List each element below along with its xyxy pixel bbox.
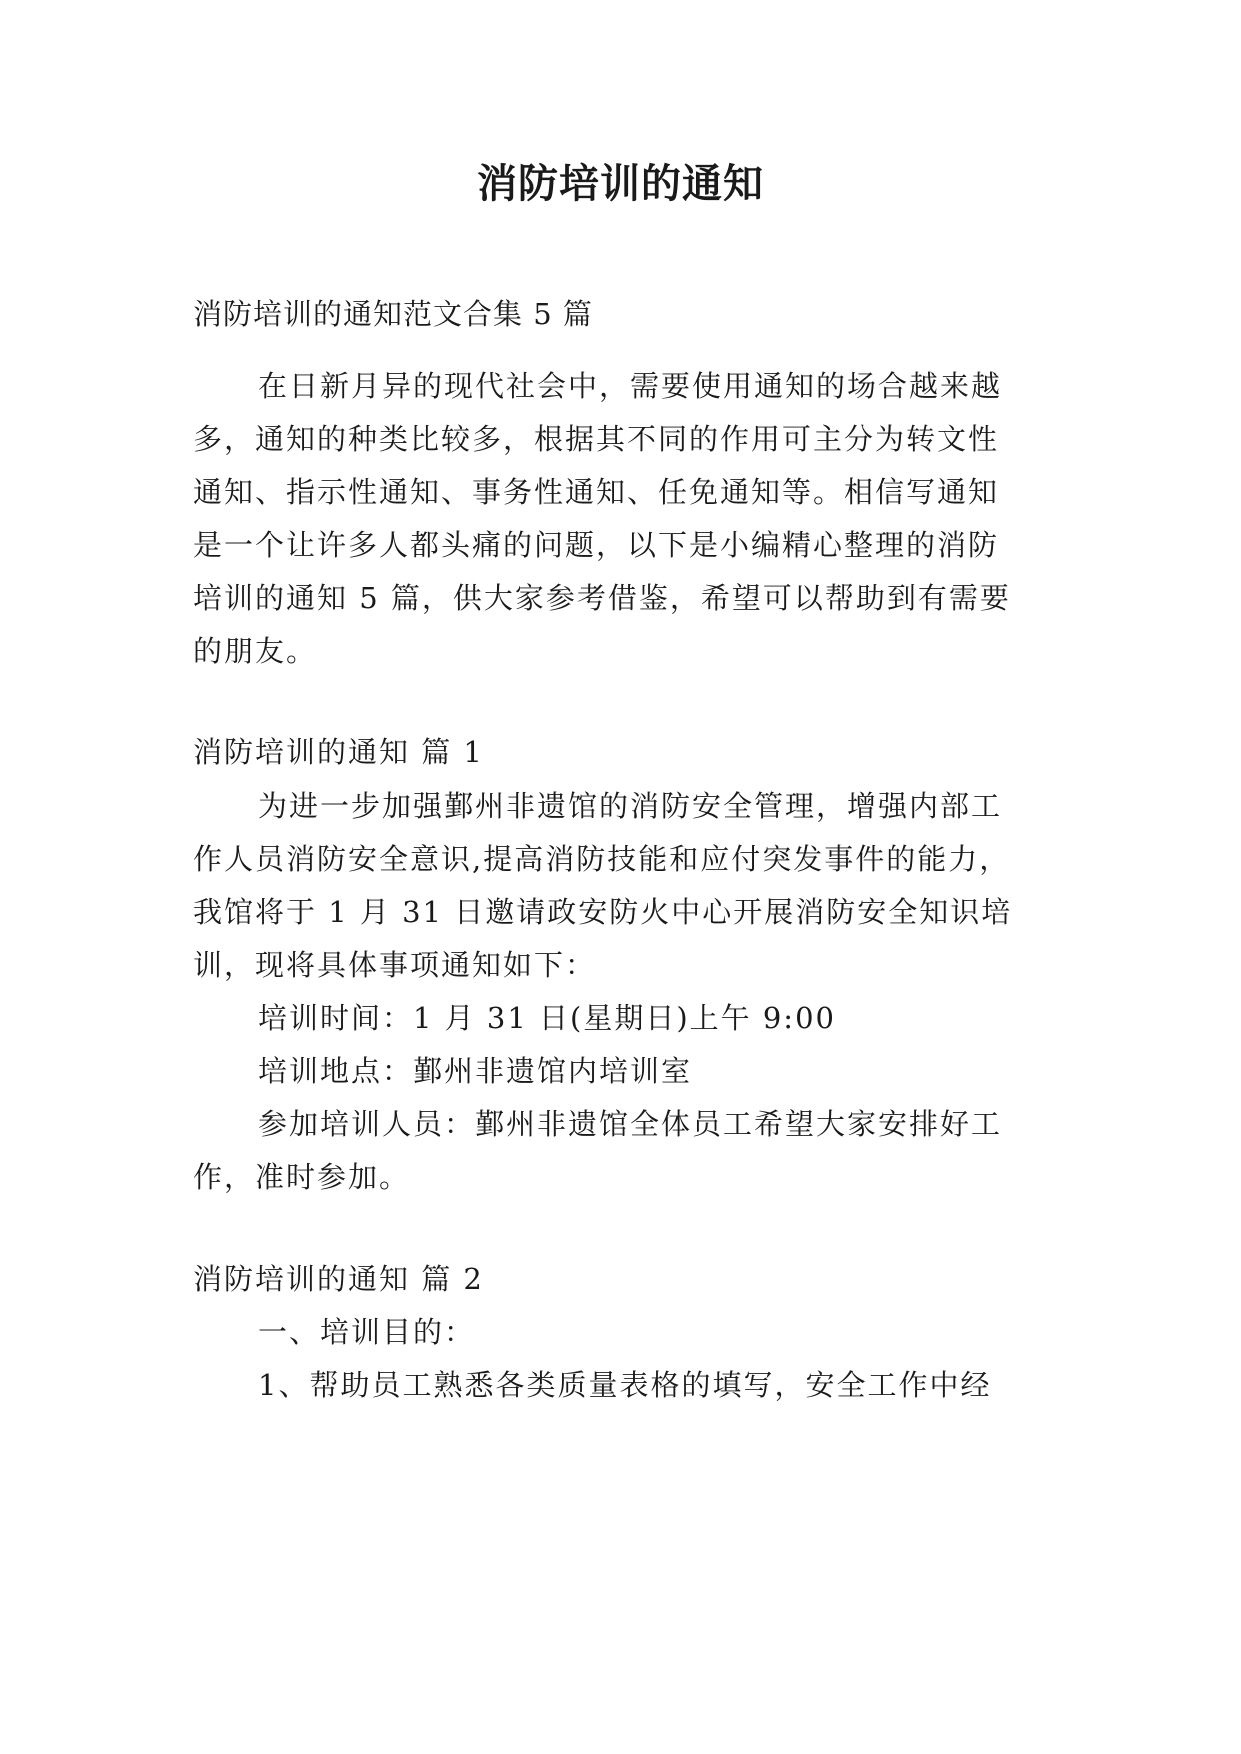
attendees-line: 作，准时参加。 bbox=[193, 1160, 411, 1194]
intro-line: 培训的通知 5 篇，供大家参考借鉴，希望可以帮助到有需要 bbox=[193, 581, 1011, 615]
paragraph-line: 作人员消防安全意识,提高消防技能和应付突发事件的能力， bbox=[193, 842, 1011, 876]
document-subtitle: 消防培训的通知范文合集 5 篇 bbox=[193, 297, 593, 331]
section-heading: 消防培训的通知 篇 2 bbox=[193, 1262, 484, 1296]
item-heading: 一、培训目的： bbox=[258, 1315, 476, 1349]
intro-line: 是一个让许多人都头痛的问题，以下是小编精心整理的消防 bbox=[193, 528, 1000, 562]
intro-line: 多，通知的种类比较多，根据其不同的作用可主分为转文性 bbox=[193, 422, 1000, 456]
attendees-line: 参加培训人员：鄞州非遗馆全体员工希望大家安排好工 bbox=[258, 1107, 1003, 1141]
intro-line: 通知、指示性通知、事务性通知、任免通知等。相信写通知 bbox=[193, 475, 1000, 509]
document-title: 消防培训的通知 bbox=[477, 160, 764, 207]
paragraph-line: 我馆将于 1 月 31 日邀请政安防火中心开展消防安全知识培 bbox=[193, 895, 1013, 929]
training-place: 培训地点：鄞州非遗馆内培训室 bbox=[258, 1054, 693, 1088]
training-time: 培训时间：1 月 31 日(星期日)上午 9:00 bbox=[258, 1001, 836, 1035]
paragraph-line: 训，现将具体事项通知如下： bbox=[193, 948, 597, 982]
list-item: 1、帮助员工熟悉各类质量表格的填写，安全工作中经 bbox=[258, 1368, 992, 1402]
paragraph-line: 为进一步加强鄞州非遗馆的消防安全管理，增强内部工 bbox=[258, 789, 1003, 823]
section-heading: 消防培训的通知 篇 1 bbox=[193, 735, 484, 769]
intro-line: 的朋友。 bbox=[193, 634, 318, 668]
intro-line: 在日新月异的现代社会中，需要使用通知的场合越来越 bbox=[258, 369, 1003, 403]
